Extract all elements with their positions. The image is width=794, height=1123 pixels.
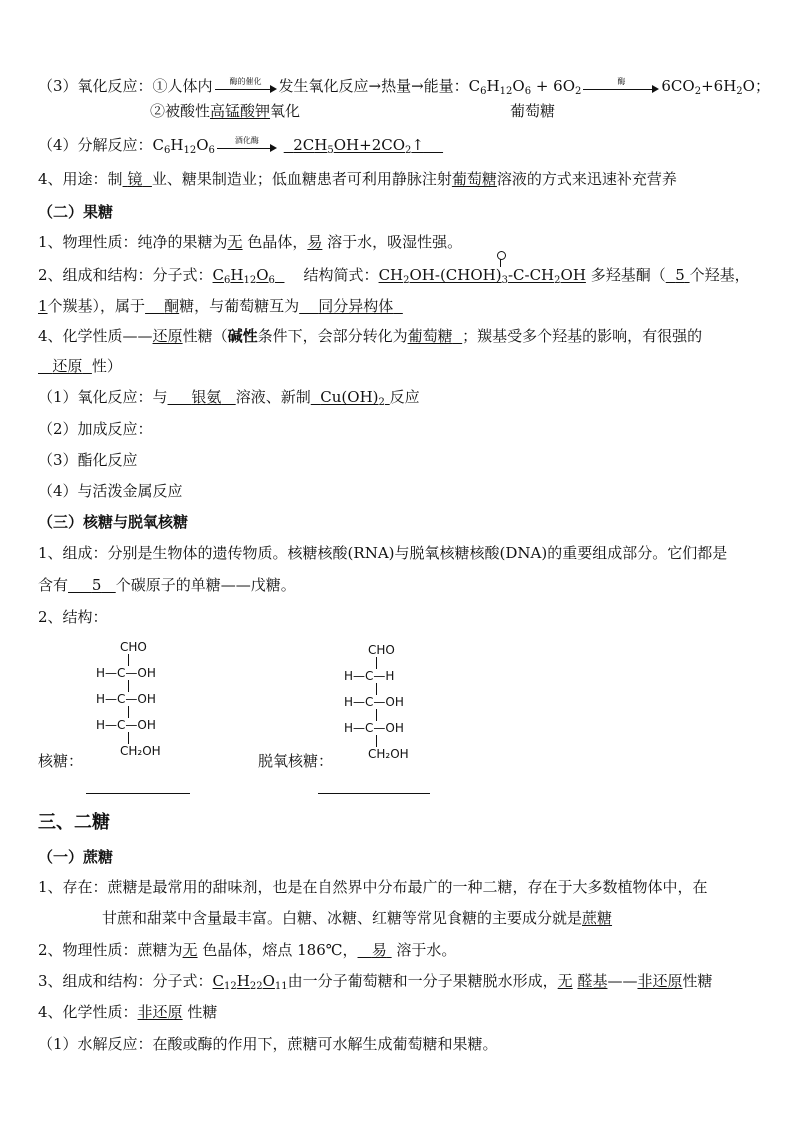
fructose-heading: （二）果糖 — [38, 203, 114, 221]
ribose-struct-label: 2、结构： — [38, 608, 108, 626]
fructose-r2: （2）加成反应： — [38, 420, 153, 438]
ribose-heading: （三）核糖与脱氧核糖 — [38, 513, 189, 531]
fructose-chem-2: 还原 性） — [52, 357, 122, 375]
ribose-label: 核糖： — [38, 752, 84, 770]
sucrose-exist-2: 甘蔗和甜菜中含量最丰富。白糖、冰糖、红糖等常见食糖的主要成分就是蔗糖 — [102, 909, 613, 927]
sucrose-heading: （一）蔗糖 — [38, 848, 114, 866]
reaction-arrow: 酶的催化 — [215, 80, 277, 94]
ribose-answer-blank — [86, 793, 190, 794]
sucrose-phys: 2、物理性质：蔗糖为无 色晶体，熔点 186℃， 易 溶于水。 — [38, 941, 457, 959]
sucrose-chem: 4、化学性质：非还原 性糖 — [38, 1003, 218, 1021]
sucrose-exist-1: 1、存在：蔗糖是最常用的甜味剂，也是在自然界中分布最广的一种二糖，存在于大多数植物体中，在 — [38, 878, 708, 896]
fructose-chem-1: 4、化学性质——还原性糖（碱性条件下，会部分转化为葡萄糖 ；羰基受多个羟基的影响，有很强的 — [38, 327, 703, 345]
ribose-comp-1: 1、组成：分别是生物体的遗传物质。核糖核酸(RNA)与脱氧核糖核酸(DNA)的重要组成部分。它们都是 — [38, 544, 728, 562]
section-disaccharide: 三、二糖 — [38, 812, 110, 833]
deoxyribose-structure: CHO H—C—H H—C—OH H—C—OH CH₂OH — [344, 643, 409, 761]
oxidation-line-2: ②被酸性高锰酸钾氧化 — [150, 102, 301, 120]
decomp-product: $2CH_5OH+2CO_2↑$ — [293, 136, 424, 156]
sucrose-hydrolysis: （1）水解反应：在酸或酶的作用下，蔗糖可水解生成葡萄糖和果糖。 — [38, 1035, 498, 1053]
ribose-structure: CHO H—C—OH H—C—OH H—C—OH CH₂OH — [96, 640, 161, 758]
fructose-r3: （3）酯化反应 — [38, 451, 138, 469]
oxidation-line-1: （3）氧化反应：①人体内 酶的催化 发生氧化反应→热量→能量：$C_6H_{12}O_6 + 6O_2$ 酶 $6CO_2+6H_2O$； — [38, 77, 770, 97]
sucrose-comp: 3、组成和结构：分子式：$C_{12}H_{22}O_{11}$由一分子葡萄糖和一分子果糖脱水形成，无 醛基——非还原性糖 — [38, 972, 713, 992]
reaction-arrow: 酶 — [583, 80, 659, 94]
carbonyl-o-mark — [497, 251, 506, 260]
fructose-comp-2: 1个羰基），属于 酮糖，与葡萄糖互为 同分异构体 — [38, 297, 394, 315]
fructose-comp-1: 2、组成和结构：分子式：$C_6H_{12}O_6$ 结构简式：$CH_2OH-(CHOH)_3-C-CH_2OH$ 多羟基酮（ 5 个羟基， — [38, 266, 750, 286]
fructose-r1: （1）氧化反应：与 银氨 溶液、新制 $Cu(OH)_2$ 反应 — [38, 388, 420, 408]
fructose-r4: （4）与活泼金属反应 — [38, 482, 183, 500]
ribose-comp-2: 含有 5 个碳原子的单糖——戊糖。 — [38, 576, 296, 594]
usage-line: 4、用途：制 镜 业、糖果制造业；低血糖患者可利用静脉注射葡萄糖溶液的方式来迅速补充营养 — [38, 170, 677, 188]
reaction-arrow: 酒化酶 — [217, 139, 277, 153]
glucose-label: 葡萄糖 — [510, 102, 556, 120]
decomposition-line: （4）分解反应：$C_6H_{12}O_6$ 酒化酶 $2CH_5OH+2CO_2↑$ — [38, 135, 443, 155]
fructose-phys: 1、物理性质：纯净的果糖为无 色晶体，易 溶于水，吸湿性强。 — [38, 233, 463, 251]
deoxyribose-label: 脱氧核糖： — [258, 752, 334, 770]
deoxyribose-answer-blank — [318, 793, 430, 794]
